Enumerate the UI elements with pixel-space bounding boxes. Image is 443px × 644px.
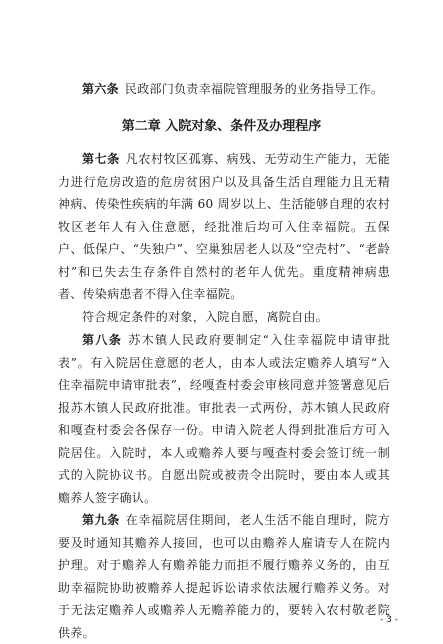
chapter-title: 第二章 入院对象、条件及办理程序 <box>121 119 322 134</box>
article-9-paragraph <box>58 509 390 644</box>
article-6-label: 第六条 <box>82 82 119 96</box>
article-8-text: 苏木镇人民政府要制定“入住幸福院申请审批表”。有入院居住意愿的老人，由本人或法定赡养人填写“入住幸福院申请审批表”，经嘎查村委会审核同意并签署意见后报苏木镇人民政府批准。审批表一式两份，苏木镇人民政府和嘎查村委会各保存一份。申请入院老人得到批准后方可入院居住。入院时，本人或赡养人要与嘎查村委会签订统一制式的入院协议书。自愿出院或被责令出院时，要由本人或其赡养人签字确认。 <box>58 333 390 505</box>
article-7-label: 第七条 <box>82 152 120 166</box>
article-9-label: 第九条 <box>82 513 120 527</box>
article-6-paragraph <box>58 78 390 101</box>
article-7-paragraph <box>58 148 390 306</box>
article-7-note: 符合规定条件的对象，入院自愿，离院自由。 <box>82 310 329 324</box>
article-7-text: 凡农村牧区孤寡、病残、无劳动生产能力，无能力进行危房改造的危房贫困户以及具备生活自理能力且无精神病、传染性疾病的年满 60 周岁以上、生活能够自理的农村牧区老年人有入住意愿，经批准后均可入住幸福院。五保户、低保户、“失独户”、空巢独居老人以及“空壳村”、“老龄村”和已失去生存条件自然村的老年人优先。重度精神病患者、传染病患者不得入住幸福院。 <box>58 152 390 301</box>
article-9-text: 在幸福院居住期间，老人生活不能自理时，院方要及时通知其赡养人接回，也可以由赡养人雇请专人在院内护理。对于赡养人有赡养能力而拒不履行赡养义务的，由互助幸福院协助被赡养人提起诉讼请求依法履行赡养义务。对于无法定赡养人或赡养人无赡养能力的，要转入农村敬老院供养。 <box>58 513 390 640</box>
article-6-text: 民政部门负责幸福院管理服务的业务指导工作。 <box>124 82 384 96</box>
article-8-paragraph <box>58 329 390 509</box>
page-number: - 3 - <box>380 615 398 625</box>
article-8-label: 第八条 <box>82 333 123 347</box>
